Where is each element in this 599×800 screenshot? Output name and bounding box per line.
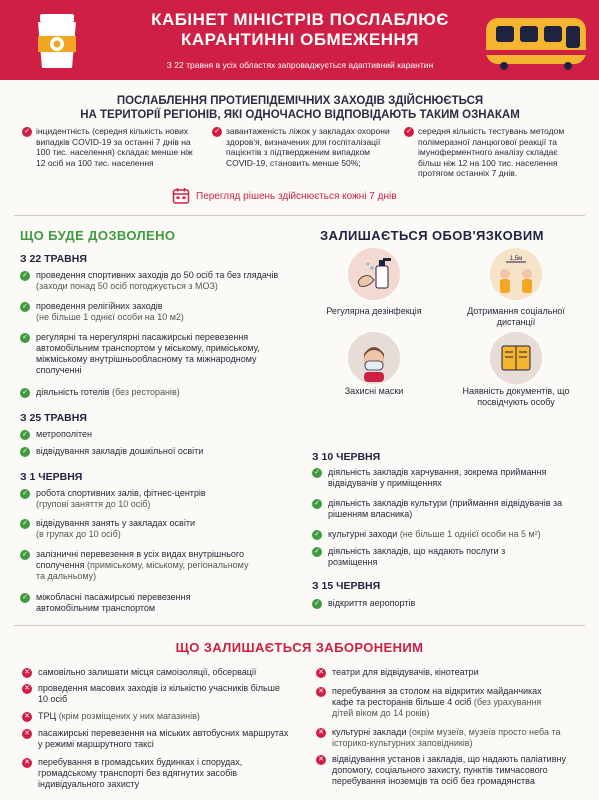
check-icon: ✓ [20,302,30,312]
forbidden-item-text: перебування в громадських будинках і спорудах, громадському транспорті без вдягнутих засобів індивідуального захисту [38,757,243,789]
allowed-item [20,518,290,540]
forbidden-item-note: (без урахування дітей віком до 14 років) [332,697,542,718]
date-may-25: З 25 ТРАВНЯ [20,412,87,424]
allowed-item-text: відвідування занять у закладах освіти [36,518,195,528]
check-icon: ✓ [20,333,30,343]
criterion-bed-occupancy [212,126,394,168]
train-icon [482,12,590,72]
criteria-title [60,94,540,122]
allowed-item-note: (не більше 1 однієї особи на 10 м2) [36,312,184,322]
allowed-item [312,498,574,520]
allowed-item-note: (приміському, міському, регіональному та дальньому) [36,560,249,581]
forbidden-item [316,686,546,719]
cross-icon: ✕ [316,755,326,765]
allowed-item-note: (в групах до 10 осіб) [36,529,121,539]
forbidden-item [316,727,566,749]
allowed-item [20,429,290,440]
forbidden-item [22,757,292,790]
check-icon: ✓ [312,547,322,557]
check-icon: ✓ [20,593,30,603]
page-title [110,10,490,50]
forbidden-item [316,667,584,678]
mandatory-caption-distance: Дотримання соціальної дистанції [467,306,565,327]
check-icon: ✓ [20,550,30,560]
check-icon: ✓ [22,127,32,137]
allowed-item [312,529,574,540]
allowed-item [20,488,290,510]
allowed-item-text: залізничні перевезення в усіх видах внутрішнього сполучення [36,549,244,570]
allowed-heading: ЩО БУДЕ ДОЗВОЛЕНО [20,228,176,243]
criterion-testing [404,126,582,179]
check-icon: ✓ [212,127,222,137]
page-title-line2: КАРАНТИННІ ОБМЕЖЕННЯ [180,30,420,49]
check-icon: ✓ [312,530,322,540]
social-distance-icon [490,248,542,300]
criteria-title-line2: НА ТЕРИТОРІЇ РЕГІОНІВ, ЯКІ ОДНОЧАСНО ВІДПОВІДАЮТЬ ТАКИМ ОЗНАКАМ [80,109,520,121]
cross-icon: ✕ [316,687,326,697]
check-icon: ✓ [20,271,30,281]
mask-icon [348,332,400,384]
cross-icon: ✕ [22,729,32,739]
forbidden-item [22,728,292,750]
check-icon: ✓ [404,127,414,137]
distance-label: 1,5м [509,256,523,262]
allowed-item-text: діяльність готелів [36,387,110,397]
criterion-text: завантаженість ліжок у закладах охорони здоров'я, визначених для госпіталізації пацієнтів з підтвердженим випадком COVID-19, становить менше 50%; [226,126,390,168]
check-icon: ✓ [20,519,30,529]
review-text: Перегляд рішень здійснюється кожні 7 днів [196,191,397,202]
forbidden-item-text: ТРЦ [38,711,57,721]
allowed-item [20,387,290,398]
forbidden-item [316,754,584,787]
review-note [172,187,432,207]
criteria-title-line1: ПОСЛАБЛЕННЯ ПРОТИЕПІДЕМІЧНИХ ЗАХОДІВ ЗДІЙСНЮЄТЬСЯ [116,95,484,107]
allowed-item [20,446,290,457]
cross-icon: ✕ [22,684,32,694]
allowed-item-text: відкриття аеропортів [328,598,416,608]
divider [14,625,585,626]
forbidden-item [22,711,292,722]
check-icon: ✓ [312,599,322,609]
forbidden-item-text: театри для відвідувачів, кінотеатри [332,667,479,677]
date-jun-15: З 15 ЧЕРВНЯ [312,580,381,592]
cross-icon: ✕ [316,728,326,738]
allowed-item-note: (групові заняття до 10 осіб) [36,499,151,509]
allowed-item-text: робота спортивних залів, фітнес-центрів [36,488,206,498]
allowed-item [312,467,574,489]
forbidden-item-text: проведення масових заходів із кількістю учасників більше 10 осіб [38,683,280,704]
check-icon: ✓ [312,468,322,478]
criterion-text: середня кількість тестувань методом полімеразної ланцюгової реакції та імуноферментного аналізу складає більш ніж 12 на 100 тис. населення протягом останніх 7 днів. [418,126,565,178]
page-title-line1: КАБІНЕТ МІНІСТРІВ ПОСЛАБЛЮЄ [151,10,449,29]
forbidden-item-note: (крім розміщених у них магазинів) [58,711,200,721]
divider [14,215,585,216]
check-icon: ✓ [20,447,30,457]
mandatory-caption-mask: Захисні маски [344,386,404,396]
calendar-icon [172,187,190,205]
cross-icon: ✕ [316,668,326,678]
allowed-item-text: міжобласні пасажирські перевезення автомобільним транспортом [36,592,191,613]
allowed-item-note: (без ресторанів) [112,387,180,397]
criterion-text: інцидентність (середня кількість нових випадків COVID-19 за останні 7 днів на 100 тис. населення) складає менше ніж 12 осіб на 100 тис. населення [36,126,193,168]
header-banner [0,0,599,80]
cross-icon: ✕ [22,758,32,768]
allowed-item [20,549,250,582]
mandatory-heading: ЗАЛИШАЄТЬСЯ ОБОВ'ЯЗКОВИМ [320,228,544,243]
forbidden-item [22,683,292,705]
disinfection-icon [348,248,400,300]
allowed-item-text: проведення спортивних заходів до 50 осіб та без глядачів [36,270,279,280]
allowed-item [20,332,290,376]
allowed-item [20,270,290,292]
criterion-incidence [22,126,204,168]
date-may-22: З 22 ТРАВНЯ [20,253,87,265]
allowed-item-note: (не більше 1 однієї особи на 5 м²) [399,529,541,539]
mandatory-caption-documents: Наявність документів, що посвідчують особу [462,386,570,407]
check-icon: ✓ [312,499,322,509]
forbidden-item-text: відвідування установ і закладів, що надають паліативну допомогу, соціального захисту, пунктів тимчасового перебування іноземців та осіб без громадянства [332,754,566,786]
allowed-item-text: діяльність закладів харчування, зокрема приймання відвідувачів у приміщеннях [328,467,547,488]
forbidden-item-text: перебування за столом на відкритих майданчиках кафе та ресторанів більше 4 осіб [332,686,542,707]
allowed-item [312,598,574,609]
check-icon: ✓ [20,489,30,499]
allowed-item-text: діяльність закладів культури (приймання відвідувачів за рішенням власника) [328,498,563,519]
check-icon: ✓ [20,430,30,440]
allowed-item [312,546,512,568]
coffee-cup-icon [26,10,88,72]
allowed-item [20,592,250,614]
date-jun-1: З 1 ЧЕРВНЯ [20,471,83,483]
allowed-item-text: регулярні та нерегулярні пасажирські перевезення автомобільним транспортом у міському, приміському, міжміському внутрішньообласному та міжнародному сполученні [36,332,260,375]
forbidden-item-text: пасажирські перевезення на міських автобусних маршрутах у режимі маршрутного таксі [38,728,289,749]
date-jun-10: З 10 ЧЕРВНЯ [312,451,381,463]
page-subtitle: З 22 травня в усіх областях запроваджується адаптивний карантин [166,60,434,70]
forbidden-item [22,667,292,678]
allowed-item-text: діяльність закладів, що надають послуги з розміщення [328,546,506,567]
allowed-item-text: метрополітен [36,429,92,439]
id-document-icon [490,332,542,384]
check-icon: ✓ [20,388,30,398]
cross-icon: ✕ [22,712,32,722]
cross-icon: ✕ [22,668,32,678]
allowed-item-note: (заходи понад 50 осіб погоджується з МОЗ) [36,281,218,291]
forbidden-heading: ЩО ЗАЛИШАЄТЬСЯ ЗАБОРОНЕНИМ [175,640,424,655]
allowed-item-text: відвідування закладів дошкільної освіти [36,446,204,456]
allowed-item-text: культурні заходи [328,529,398,539]
forbidden-item-text: самовільно залишати місця самоізоляції, обсервації [38,667,257,677]
allowed-item [20,301,290,323]
mandatory-caption-disinfection: Регулярна дезінфекція [326,306,422,316]
forbidden-item-note: (окрім музеїв, музеїв просто неба та історико-культурних заповідників) [332,727,561,748]
forbidden-item-text: культурні заклади [332,727,407,737]
allowed-item-text: проведення релігійних заходів [36,301,163,311]
